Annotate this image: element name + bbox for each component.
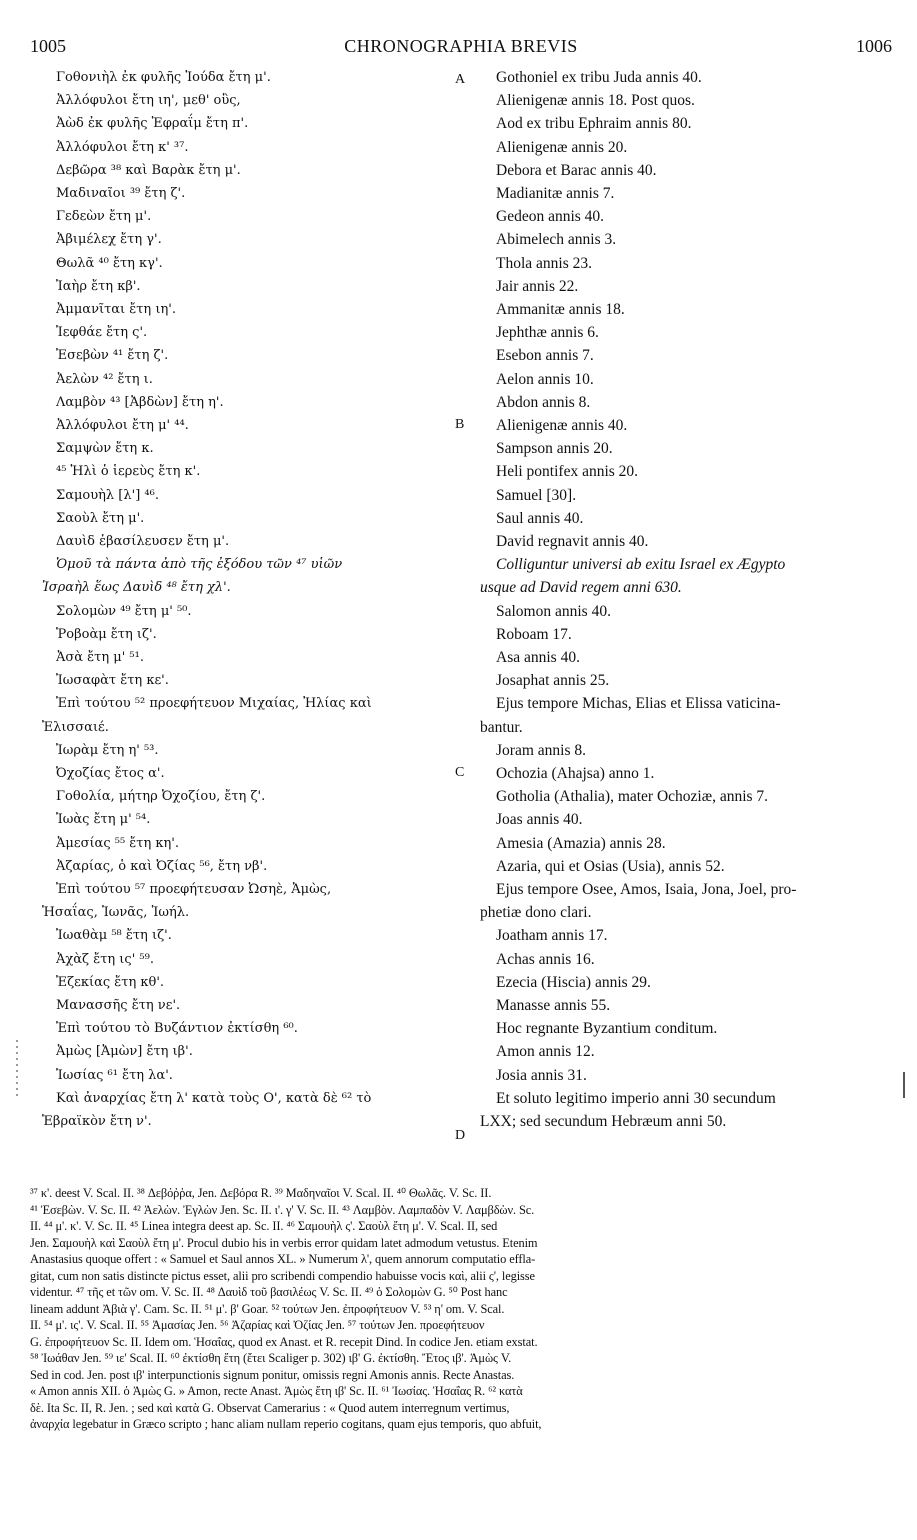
margin-mark-b: B <box>455 417 465 432</box>
footnote-line: « Amon annis XII. ὁ Ἀμὼς G. » Amon, recte Anast. Ἀμὼς ἔτη ιβ' Sc. II. ⁶¹ Ἰωσίας. Ἡσαΐας R. ⁶² κατὰ <box>30 1384 523 1398</box>
greek-line: Σαοὺλ ἔτη μ'. <box>56 510 145 526</box>
greek-line: Καὶ ἀναρχίας ἔτη λ' κατὰ τοὺς Ο', κατὰ δὲ ⁶² τὸ <box>56 1090 372 1106</box>
latin-line: David regnavit annis 40. <box>496 533 649 550</box>
greek-line: Ἀλλόφυλοι ἔτη κ' ³⁷. <box>56 139 189 155</box>
latin-line: Manasse annis 55. <box>496 997 611 1014</box>
greek-line: Ἰωὰς ἔτη μ' ⁵⁴. <box>56 812 151 828</box>
greek-line: Ἐπὶ τούτου ⁵⁷ προεφήτευσαν Ὠσηὲ, Ἀμὼς, <box>56 882 332 897</box>
latin-line: Joas annis 40. <box>496 811 583 829</box>
latin-line: Ammanitæ annis 18. <box>496 301 625 318</box>
greek-line: Ἐπὶ τούτου ⁵² προεφήτευον Μιχαίας, Ἠλίας καὶ <box>56 696 372 712</box>
greek-line: Ἰωσαφὰτ ἔτη κε'. <box>56 673 169 689</box>
latin-line: Jair annis 22. <box>496 277 579 295</box>
latin-line: Madianitæ annis 7. <box>496 185 615 202</box>
margin-mark-c: C <box>455 765 465 780</box>
greek-line: Γεδεὼν ἔτη μ'. <box>56 209 152 225</box>
greek-line: Ἀμὼς [Ἀμὼν] ἔτη ιβ'. <box>56 1044 193 1060</box>
latin-line: Heli pontifex annis 20. <box>496 463 639 481</box>
footnote-line: gitat, cum non satis distincte pictus esset, alii pro scribendi compendio habuisse vocis καὶ, alii ς', legisse <box>30 1268 535 1283</box>
footnote-line: Sed in cod. Jen. post ιβ' interpunctionis signum ponitur, omissis regni Amonis annis. Recte Anastas. <box>30 1367 515 1382</box>
page-number-left: 1005 <box>30 36 66 56</box>
latin-line: phetiæ dono clari. <box>480 904 592 922</box>
greek-line: Ἰαὴρ ἔτη κβ'. <box>56 278 141 294</box>
greek-line: Ἐσεβὼν ⁴¹ ἔτη ζ'. <box>56 348 169 364</box>
greek-line: Ἀχὰζ ἔτη ις' ⁵⁹. <box>56 951 154 967</box>
greek-line: Ἐπὶ τούτου τὸ Βυζάντιον ἐκτίσθη ⁶⁰. <box>56 1021 298 1037</box>
latin-line: Azaria, qui et Osias (Usia), annis 52. <box>496 857 725 875</box>
greek-line: Γοθονιὴλ ἐκ φυλῆς Ἰούδα ἔτη μ'. <box>56 70 271 85</box>
latin-line: Saul annis 40. <box>496 509 584 527</box>
greek-line: Ἀλλόφυλοι ἔτη μ' ⁴⁴. <box>56 418 189 433</box>
latin-line: usque ad David regem anni 630. <box>480 579 682 597</box>
margin-mark-a: A <box>455 72 466 87</box>
latin-line: Alienigenæ annis 18. Post quos. <box>496 92 695 110</box>
page-header <box>30 36 892 60</box>
latin-line: Samuel [30]. <box>496 486 577 504</box>
footnote-line: II. ⁵⁴ μ'. ις'. V. Scal. II. ⁵⁵ Ἀμασίας Jen. ⁵⁶ Ἀζαρίας καὶ Ὀζίας Jen. ⁵⁷ τούτων Jen. προεφήτευον <box>30 1318 485 1332</box>
greek-line: Ἐζεκίας ἔτη κθ'. <box>56 974 165 990</box>
latin-line: Jephthæ annis 6. <box>496 324 599 342</box>
latin-line: Sampson annis 20. <box>496 440 613 458</box>
page-number-right: 1006 <box>856 36 892 56</box>
latin-line: Gedeon annis 40. <box>496 208 605 226</box>
latin-line: bantur. <box>480 718 523 736</box>
latin-line: Joatham annis 17. <box>496 927 608 945</box>
latin-line: Thola annis 23. <box>496 254 592 272</box>
latin-line: Hoc regnante Byzantium conditum. <box>496 1020 718 1038</box>
greek-line: Δεβῶρα ³⁸ καὶ Βαρὰκ ἔτη μ'. <box>56 162 241 178</box>
greek-line: Ἀζαρίας, ὁ καὶ Ὀζίας ⁵⁶, ἔτη νβ'. <box>56 858 268 874</box>
greek-line: Ἀβιμέλεχ ἔτη γ'. <box>56 232 162 248</box>
greek-line: Ἰωαθὰμ ⁵⁸ ἔτη ιζ'. <box>56 928 172 944</box>
footnote-line: Jen. Σαμουὴλ καὶ Σαοὺλ ἔτη μ'. Procul dubio his in verbis error quidam latet admodum vetustus. Etenim <box>30 1235 538 1250</box>
margin-mark-d: D <box>455 1128 466 1143</box>
greek-line: Ὁμοῦ τὰ πάντα ἀπὸ τῆς ἐξόδου τῶν ⁴⁷ υἱῶν <box>56 557 343 573</box>
footnote-line: II. ⁴⁴ μ'. κ'. V. Sc. II. ⁴⁵ Linea integra deest ap. Sc. II. ⁴⁶ Σαμουὴλ ς'. Σαοὺλ ἔτη μ'. V. Scal. II, sed <box>30 1219 498 1233</box>
greek-line: Ἀλλόφυλοι ἔτη ιη', μεθ' οὓς, <box>56 93 241 109</box>
footnote-line: lineam addunt Ἀβιὰ γ'. Cam. Sc. II. ⁵¹ μ'. β' Goar. ⁵² τούτων Jen. ἐπροφήτευον V. ⁵³ η' om. V. Scal. <box>30 1301 505 1316</box>
greek-line: Ἀμμανῖται ἔτη ιη'. <box>56 302 176 317</box>
greek-line: Ἐλισσαιέ. <box>42 719 109 735</box>
latin-line: Alienigenæ annis 20. <box>496 138 628 156</box>
latin-line: Joram annis 8. <box>496 741 586 759</box>
greek-line: Ἀμεσίας ⁵⁵ ἔτη κη'. <box>56 835 179 851</box>
greek-line: ⁴⁵ Ἡλὶ ὁ ἱερεὺς ἔτη κ'. <box>56 464 201 480</box>
greek-line: Σαμψὼν ἔτη κ. <box>56 441 154 457</box>
footnote-line: Anastasius quoque offert : « Samuel et Saul annos XL. » Numerum λ', quem annorum computatio effla- <box>30 1252 536 1266</box>
latin-line: Asa annis 40. <box>496 649 580 666</box>
latin-line: Aelon annis 10. <box>496 370 594 388</box>
greek-line: Ἀελὼν ⁴² ἔτη ι. <box>56 371 153 387</box>
footnote-line: ἀναρχία legebatur in Græco scripto ; hanc aliam nullam reperio cogitans, quam ejus temporis, quo abfuit, <box>30 1417 542 1431</box>
latin-line: Ezecia (Hiscia) annis 29. <box>496 973 651 991</box>
greek-line: Ὀχοζίας ἔτος α'. <box>56 766 165 781</box>
greek-line: Ῥοβοὰμ ἔτη ιζ'. <box>56 626 157 642</box>
greek-line: Λαμβὸν ⁴³ [Ἀβδὼν] ἔτη η'. <box>56 394 224 410</box>
greek-line: Ἡσαΐας, Ἰωνᾶς, Ἰωήλ. <box>42 905 190 921</box>
latin-line: Abdon annis 8. <box>496 393 591 411</box>
latin-line: Alienigenæ annis 40. <box>496 417 628 434</box>
greek-line: Ἰωσίας ⁶¹ ἔτη λα'. <box>56 1067 173 1083</box>
greek-line: Γοθολία, μήτηρ Ὀχοζίου, ἔτη ζ'. <box>56 789 266 805</box>
footnote-line: videntur. ⁴⁷ τῆς et τῶν om. V. Sc. II. ⁴⁸ Δαυὶδ τοῦ βασιλέως V. Sc. II. ⁴⁹ ὁ Σολομὼν G. ⁵⁰ Post hanc <box>30 1285 508 1299</box>
latin-line: Ejus tempore Osee, Amos, Isaia, Jona, Joel, pro- <box>496 881 797 898</box>
greek-line: Ἰωρὰμ ἔτη η' ⁵³. <box>56 742 159 758</box>
greek-line: Μαδιναῖοι ³⁹ ἔτη ζ'. <box>56 186 186 201</box>
latin-line: Amon annis 12. <box>496 1043 595 1061</box>
greek-line: Ἀὼδ ἐκ φυλῆς Ἐφραΐμ ἔτη π'. <box>56 116 249 132</box>
greek-line: Σαμουὴλ [λ'] ⁴⁶. <box>56 487 159 503</box>
greek-line: Μανασσῆς ἔτη νε'. <box>56 998 181 1013</box>
latin-line: Gotholia (Athalia), mater Ochoziæ, annis 7. <box>496 788 769 806</box>
greek-line: Θωλᾶ ⁴⁰ ἔτη κγ'. <box>56 255 163 271</box>
footnote-line: G. ἐπροφήτευον Sc. II. Idem om. Ἡσαΐας, quod ex Anast. et R. recepit Dind. In codice Jen. etiam exstat. <box>30 1334 538 1349</box>
latin-line: Gothoniel ex tribu Juda annis 40. <box>496 69 702 86</box>
greek-line: Ἀσὰ ἔτη μ' ⁵¹. <box>56 650 144 665</box>
latin-line: Josia annis 31. <box>496 1066 587 1084</box>
footnote-line: ³⁷ κ'. deest V. Scal. II. ³⁸ Δεβόῤῥα, Jen. Δεβόρα R. ³⁹ Μαδηναῖοι V. Scal. II. ⁴⁰ Θωλᾶς. V. Sc. II. <box>30 1186 492 1200</box>
latin-line: Aod ex tribu Ephraim annis 80. <box>496 115 692 133</box>
latin-line: Ochozia (Ahajsa) anno 1. <box>496 765 655 782</box>
footnote-line: δὲ. Ita Sc. II, R. Jen. ; sed καὶ κατὰ G. Observat Camerarius : « Quod autem interregnum vertimus, <box>30 1400 510 1415</box>
latin-line: Amesia (Amazia) annis 28. <box>496 834 666 852</box>
latin-line: Esebon annis 7. <box>496 347 594 365</box>
greek-line: Σολομὼν ⁴⁹ ἔτη μ' ⁵⁰. <box>56 603 192 619</box>
greek-line: Ἰεφθάε ἔτη ς'. <box>56 325 148 341</box>
footnote-line: ⁵⁸ Ἰωάθαν Jen. ⁵⁹ ιε' Scal. II. ⁶⁰ ἐκτίσθη ἔτη (ἔτει Scaliger p. 302) ιβ' G. ἐκτίσθη. Ἔτος ιβ'. Ἀμὼς V. <box>30 1351 512 1365</box>
running-title: CHRONOGRAPHIA BREVIS <box>344 36 578 56</box>
latin-line: Colliguntur universi ab exitu Israel ex Ægypto <box>496 556 786 574</box>
greek-line: Ἰσραὴλ ἕως Δαυὶδ ⁴⁸ ἔτη χλ'. <box>42 580 231 596</box>
latin-line: Salomon annis 40. <box>496 602 611 620</box>
footnote-line: ⁴¹ Ἐσεβὼν. V. Sc. II. ⁴² Ἀελὼν. Ἐγλὼν Jen. Sc. II. ι'. γ' V. Sc. II. ⁴³ Λαμβὸν. Λαμπαδὸν V. Λαμβδὼν. Sc. <box>30 1202 535 1217</box>
latin-line: Debora et Barac annis 40. <box>496 161 657 179</box>
latin-line: Abimelech annis 3. <box>496 231 617 249</box>
latin-line: Et soluto legitimo imperio anni 30 secundum <box>496 1089 776 1107</box>
latin-line: Josaphat annis 25. <box>496 672 610 690</box>
scan-artifact-right <box>903 1072 905 1098</box>
latin-line: Achas annis 16. <box>496 950 595 968</box>
latin-line: LXX; sed secundum Hebræum anni 50. <box>480 1113 727 1130</box>
latin-line: Roboam 17. <box>496 625 572 643</box>
scan-artifact <box>16 1040 18 1100</box>
greek-line: Δαυὶδ ἐβασίλευσεν ἔτη μ'. <box>56 534 230 549</box>
latin-line: Ejus tempore Michas, Elias et Elissa vaticina- <box>496 695 781 713</box>
greek-line: Ἑβραϊκὸν ἔτη ν'. <box>42 1114 152 1129</box>
